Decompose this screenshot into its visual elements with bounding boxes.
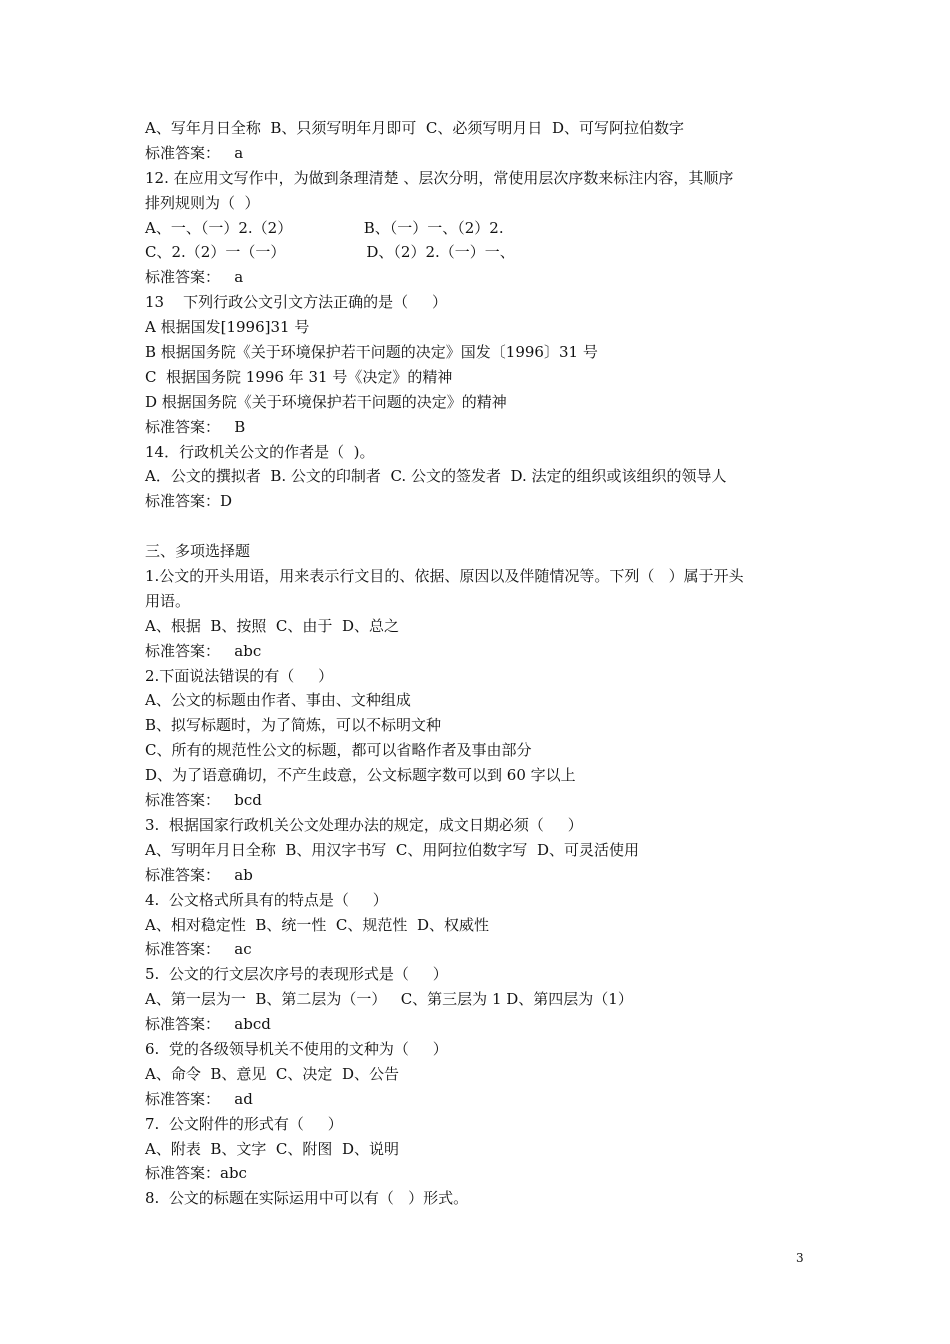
text-line: 标准答案： ad bbox=[145, 1089, 253, 1108]
text-line: 13 下列行政公文引文方法正确的是（ ） bbox=[145, 293, 448, 312]
text-line: A、附表 B、文字 C、附图 D、说明 bbox=[145, 1139, 399, 1158]
text-line: A、写明年月日全称 B、用汉字书写 C、用阿拉伯数字写 D、可灵活使用 bbox=[145, 840, 639, 859]
blank-line bbox=[145, 514, 810, 539]
page-number: 3 bbox=[796, 1251, 804, 1265]
text-line: 1.公文的开头用语，用来表示行文目的、依据、原因以及伴随情况等。下列（ ）属于开头 bbox=[145, 567, 744, 586]
text-line: 4. 公文格式所具有的特点是（ ） bbox=[145, 890, 388, 909]
text-line: 三、多项选择题 bbox=[145, 542, 251, 561]
text-line: A、公文的标题由作者、事由、文种组成 bbox=[145, 691, 411, 710]
text-line: 用语。 bbox=[145, 591, 191, 610]
text-line: 标准答案： ab bbox=[145, 865, 253, 884]
text-line: A、相对稳定性 B、统一性 C、规范性 D、权威性 bbox=[145, 915, 489, 934]
text-line: C 根据国务院 1996 年 31 号《决定》的精神 bbox=[145, 367, 453, 386]
text-line: A、第一层为一 B、第二层为（一） C、第三层为 1 D、第四层为（1） bbox=[145, 990, 633, 1009]
document-body bbox=[145, 116, 810, 1211]
text-line: A、根据 B、按照 C、由于 D、总之 bbox=[145, 616, 399, 635]
text-line: 6. 党的各级领导机关不使用的文种为（ ） bbox=[145, 1039, 448, 1058]
text-line: A、写年月日全称 B、只须写明年月即可 C、必须写明月日 D、可写阿拉伯数字 bbox=[145, 119, 684, 137]
text-line: C、2.（2）一（一） D、（2）2.（一）一、 bbox=[145, 243, 515, 262]
text-line: 标准答案： abc bbox=[145, 641, 262, 660]
text-line: 标准答案： B bbox=[145, 417, 246, 436]
text-line: C、所有的规范性公文的标题，都可以省略作者及事由部分 bbox=[145, 741, 532, 760]
text-line: D 根据国务院《关于环境保护若干问题的决定》的精神 bbox=[145, 392, 507, 411]
text-line: A、命令 B、意见 C、决定 D、公告 bbox=[145, 1064, 399, 1083]
text-line: 标准答案： a bbox=[145, 268, 244, 287]
text-line: 7. 公文附件的形式有（ ） bbox=[145, 1114, 343, 1133]
text-line: 14．行政机关公文的作者是（ )。 bbox=[145, 442, 375, 461]
text-line: A、一、（一）2.（2） B、（一）一、（2）2. bbox=[145, 218, 504, 237]
text-line: 标准答案： abcd bbox=[145, 1015, 271, 1034]
text-line: 2.下面说法错误的有（ ） bbox=[145, 666, 334, 685]
text-line: D、为了语意确切，不产生歧意，公文标题字数可以到 60 字以上 bbox=[145, 766, 576, 785]
text-line: A 根据国发[1996]31 号 bbox=[145, 318, 310, 337]
text-line: 标准答案： bcd bbox=[145, 791, 262, 810]
text-line: B、拟写标题时，为了简炼，可以不标明文种 bbox=[145, 716, 442, 735]
text-line: 标准答案：D bbox=[145, 492, 233, 511]
text-line: 排列规则为（ ） bbox=[145, 193, 260, 212]
text-line: 3. 根据国家行政机关公文处理办法的规定，成文日期必须（ ） bbox=[145, 815, 583, 834]
text-line: 8. 公文的标题在实际运用中可以有（ ）形式。 bbox=[145, 1189, 469, 1208]
text-line: A．公文的撰拟者 B. 公文的印制者 C. 公文的签发者 D. 法定的组织或该组织的领导人 bbox=[145, 467, 727, 486]
text-line: 12. 在应用文写作中，为做到条理清楚 、层次分明，常使用层次序数来标注内容，其顺序 bbox=[145, 168, 734, 187]
text-line: 标准答案： a bbox=[145, 143, 244, 162]
text-line: 5. 公文的行文层次序号的表现形式是（ ） bbox=[145, 965, 448, 984]
text-line: B 根据国务院《关于环境保护若干问题的决定》国发〔1996〕31 号 bbox=[145, 343, 598, 362]
text-line: 标准答案：abc bbox=[145, 1164, 247, 1183]
text-line: 标准答案： ac bbox=[145, 940, 252, 959]
